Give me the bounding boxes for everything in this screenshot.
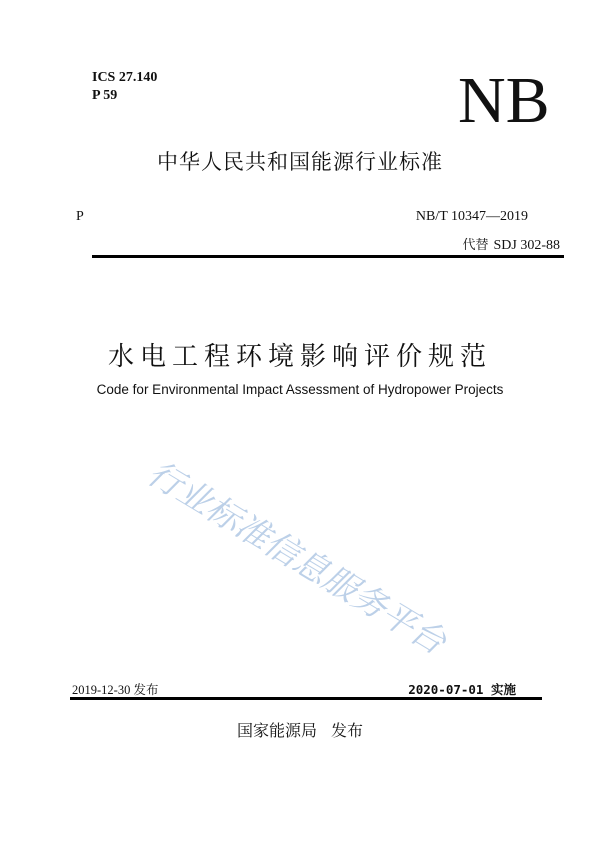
category-code: P 59: [92, 88, 118, 103]
watermark: 行业标准信息服务平台: [140, 453, 453, 663]
bottom-divider: [70, 697, 542, 700]
nb-logo: NB: [458, 64, 550, 137]
type-code: P: [76, 209, 84, 224]
standard-number: NB/T 10347—2019: [415, 209, 528, 224]
document-title-zh: 水电工程环境影响评价规范: [107, 342, 492, 372]
classification-codes: [92, 69, 157, 105]
issuer-name: 国家能源局: [236, 721, 317, 740]
document-title-en: Code for Environmental Impact Assessment of Hydropower Projects: [96, 382, 504, 397]
replaces-standard: SDJ 302-88: [493, 238, 560, 253]
organization-title: 中华人民共和国能源行业标准: [157, 150, 443, 174]
replaces-label: 代替: [462, 238, 489, 253]
top-divider: [92, 255, 564, 258]
issuer-action: 发布: [331, 721, 364, 740]
publish-date: 2019-12-30 发布: [72, 683, 159, 697]
replaces-line: [462, 234, 560, 254]
issuer: [0, 718, 600, 741]
effective-date: 2020-07-01 实施: [408, 682, 516, 697]
ics-code: ICS 27.140: [92, 70, 158, 85]
